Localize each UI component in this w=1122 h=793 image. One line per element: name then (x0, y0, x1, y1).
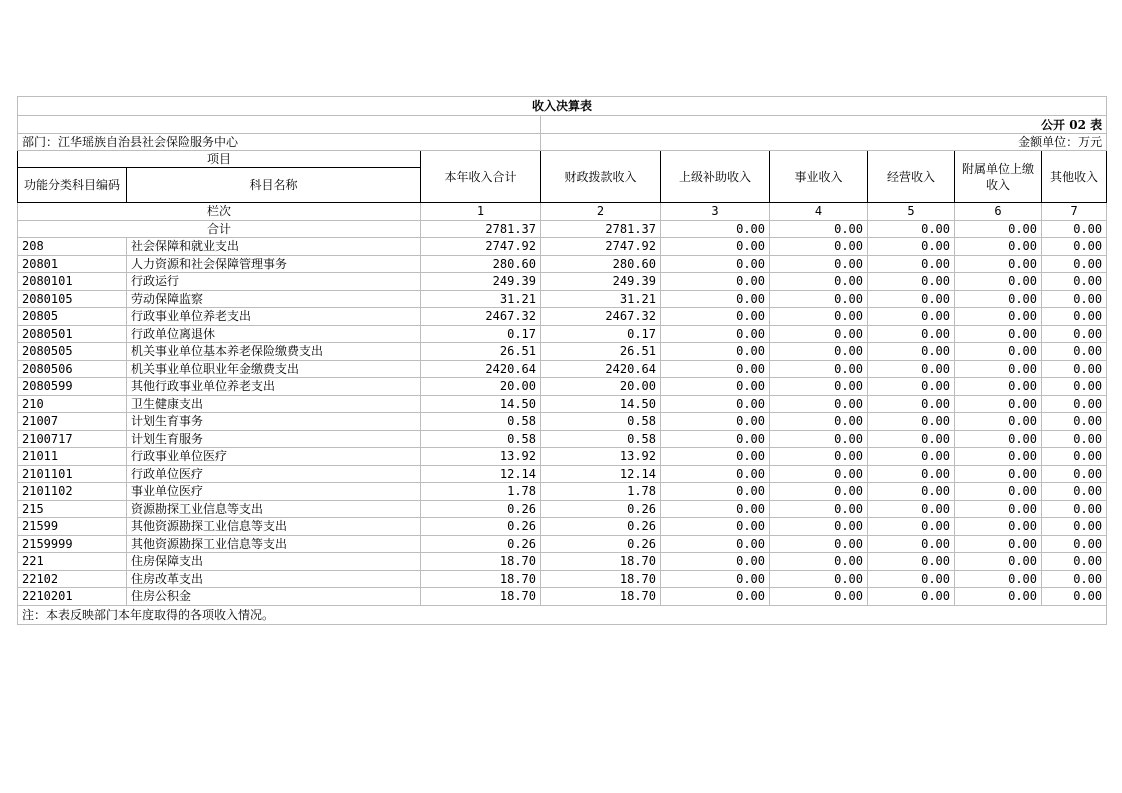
value-cell: 0.58 (421, 430, 541, 448)
value-cell: 0.00 (955, 325, 1042, 343)
table-row (18, 430, 1107, 448)
page-title: 收入决算表 (18, 97, 1107, 116)
value-cell: 18.70 (541, 553, 661, 571)
value-cell: 0.00 (868, 343, 955, 361)
value-cell: 0.00 (770, 413, 868, 431)
subject-name: 计划生育服务 (127, 430, 421, 448)
value-cell: 0.00 (770, 360, 868, 378)
value-cell: 0.00 (661, 238, 770, 256)
table-row (18, 518, 1107, 536)
subject-code: 208 (18, 238, 127, 256)
value-cell: 0.00 (1042, 430, 1107, 448)
value-cell: 0.00 (955, 518, 1042, 536)
subject-name: 住房公积金 (127, 588, 421, 606)
value-cell: 0.00 (661, 500, 770, 518)
value-cell: 0.00 (661, 395, 770, 413)
value-cell: 0.00 (661, 378, 770, 396)
subject-name: 行政运行 (127, 273, 421, 291)
subject-name: 卫生健康支出 (127, 395, 421, 413)
value-cell: 14.50 (421, 395, 541, 413)
value-cell: 0.00 (868, 378, 955, 396)
value-cell: 31.21 (421, 290, 541, 308)
index-cell: 5 (868, 203, 955, 221)
subject-code: 2080599 (18, 378, 127, 396)
value-cell: 0.00 (1042, 535, 1107, 553)
value-cell: 18.70 (541, 588, 661, 606)
subject-code: 20805 (18, 308, 127, 326)
value-cell: 14.50 (541, 395, 661, 413)
subject-name: 其他资源勘探工业信息等支出 (127, 518, 421, 536)
value-cell: 0.00 (661, 465, 770, 483)
value-cell: 0.00 (770, 588, 868, 606)
subject-code: 22102 (18, 570, 127, 588)
total-label: 合计 (18, 220, 421, 238)
index-label: 栏次 (18, 203, 421, 221)
table-row (18, 255, 1107, 273)
value-cell: 0.58 (421, 413, 541, 431)
table-header (18, 151, 1107, 203)
subject-code: 21599 (18, 518, 127, 536)
income-statement-sheet (17, 96, 1106, 625)
value-cell: 18.70 (421, 553, 541, 571)
value-cell: 0.00 (955, 483, 1042, 501)
value-cell: 0.00 (661, 308, 770, 326)
value-cell: 0.00 (770, 483, 868, 501)
value-cell: 2747.92 (421, 238, 541, 256)
value-cell: 0.00 (770, 448, 868, 466)
subject-name: 资源勘探工业信息等支出 (127, 500, 421, 518)
value-cell: 0.00 (955, 378, 1042, 396)
subject-code: 2100717 (18, 430, 127, 448)
value-cell: 0.00 (661, 483, 770, 501)
table-row (18, 395, 1107, 413)
department-label: 部门：江华瑶族自治县社会保险服务中心 (18, 134, 541, 151)
value-cell: 0.26 (541, 518, 661, 536)
subject-code: 2159999 (18, 535, 127, 553)
value-cell: 12.14 (541, 465, 661, 483)
value-cell: 0.00 (1042, 273, 1107, 291)
value-cell: 26.51 (421, 343, 541, 361)
header-fiscal-appropriation: 财政拨款收入 (541, 151, 661, 203)
value-cell: 0.00 (770, 378, 868, 396)
value-cell: 0.26 (421, 535, 541, 553)
value-cell: 0.58 (541, 413, 661, 431)
value-cell: 0.00 (868, 483, 955, 501)
value-cell: 18.70 (421, 570, 541, 588)
value-cell: 2420.64 (421, 360, 541, 378)
value-cell: 20.00 (541, 378, 661, 396)
header-superior-subsidy: 上级补助收入 (661, 151, 770, 203)
table-row (18, 535, 1107, 553)
value-cell: 2781.37 (541, 220, 661, 238)
subject-code: 215 (18, 500, 127, 518)
subject-name: 人力资源和社会保障管理事务 (127, 255, 421, 273)
unit-label: 金额单位：万元 (541, 134, 1107, 151)
subject-code: 2101102 (18, 483, 127, 501)
value-cell: 0.00 (955, 343, 1042, 361)
subject-code: 21007 (18, 413, 127, 431)
value-cell: 1.78 (421, 483, 541, 501)
value-cell: 0.00 (955, 430, 1042, 448)
value-cell: 0.00 (868, 238, 955, 256)
value-cell: 0.00 (661, 273, 770, 291)
subject-code: 2080101 (18, 273, 127, 291)
value-cell: 0.17 (421, 325, 541, 343)
value-cell: 0.00 (1042, 588, 1107, 606)
table-row (18, 343, 1107, 361)
header-affiliated-income: 附属单位上缴收入 (955, 151, 1042, 203)
value-cell: 13.92 (421, 448, 541, 466)
table-row (18, 413, 1107, 431)
value-cell: 0.00 (661, 290, 770, 308)
value-cell: 0.00 (955, 273, 1042, 291)
value-cell: 0.00 (770, 343, 868, 361)
table-number: 公开 02 表 (541, 116, 1107, 134)
subject-code: 20801 (18, 255, 127, 273)
header-total-income: 本年收入合计 (421, 151, 541, 203)
subject-code: 2080505 (18, 343, 127, 361)
value-cell: 0.26 (541, 500, 661, 518)
subject-name: 住房改革支出 (127, 570, 421, 588)
subject-name: 其他行政事业单位养老支出 (127, 378, 421, 396)
value-cell: 0.00 (955, 255, 1042, 273)
value-cell: 0.00 (955, 220, 1042, 238)
subject-name: 行政单位医疗 (127, 465, 421, 483)
value-cell: 0.00 (1042, 448, 1107, 466)
value-cell: 0.00 (770, 500, 868, 518)
value-cell: 0.00 (868, 220, 955, 238)
header-name: 科目名称 (127, 168, 421, 203)
value-cell: 0.00 (1042, 325, 1107, 343)
value-cell: 0.00 (955, 308, 1042, 326)
value-cell: 0.00 (868, 413, 955, 431)
footnote: 注：本表反映部门本年度取得的各项收入情况。 (18, 605, 1107, 624)
table-row (18, 378, 1107, 396)
value-cell: 0.00 (770, 553, 868, 571)
value-cell: 2781.37 (421, 220, 541, 238)
value-cell: 18.70 (541, 570, 661, 588)
value-cell: 0.00 (770, 273, 868, 291)
header-operating-income: 经营收入 (868, 151, 955, 203)
blank-cell (18, 116, 541, 134)
subject-name: 行政事业单位医疗 (127, 448, 421, 466)
value-cell: 2420.64 (541, 360, 661, 378)
value-cell: 0.00 (868, 518, 955, 536)
header-code: 功能分类科目编码 (18, 168, 127, 203)
table-row (18, 500, 1107, 518)
index-cell: 6 (955, 203, 1042, 221)
value-cell: 0.00 (955, 290, 1042, 308)
subject-name: 行政事业单位养老支出 (127, 308, 421, 326)
value-cell: 0.00 (661, 360, 770, 378)
value-cell: 31.21 (541, 290, 661, 308)
value-cell: 0.00 (661, 430, 770, 448)
value-cell: 0.00 (868, 308, 955, 326)
value-cell: 0.00 (1042, 238, 1107, 256)
value-cell: 0.00 (770, 535, 868, 553)
value-cell: 0.00 (1042, 395, 1107, 413)
income-table (17, 96, 1107, 625)
subject-name: 机关事业单位职业年金缴费支出 (127, 360, 421, 378)
value-cell: 0.00 (661, 343, 770, 361)
value-cell: 280.60 (421, 255, 541, 273)
subject-code: 2101101 (18, 465, 127, 483)
subject-code: 2080105 (18, 290, 127, 308)
header-business-income: 事业收入 (770, 151, 868, 203)
value-cell: 0.00 (1042, 255, 1107, 273)
subject-name: 事业单位医疗 (127, 483, 421, 501)
value-cell: 0.00 (868, 588, 955, 606)
subject-name: 其他资源勘探工业信息等支出 (127, 535, 421, 553)
value-cell: 0.00 (1042, 465, 1107, 483)
value-cell: 0.00 (770, 395, 868, 413)
subject-name: 住房保障支出 (127, 553, 421, 571)
value-cell: 0.00 (661, 413, 770, 431)
value-cell: 0.00 (1042, 553, 1107, 571)
value-cell: 0.00 (661, 588, 770, 606)
value-cell: 0.00 (770, 238, 868, 256)
value-cell: 2467.32 (541, 308, 661, 326)
table-row (18, 465, 1107, 483)
value-cell: 0.00 (661, 255, 770, 273)
table-row (18, 290, 1107, 308)
table-row (18, 448, 1107, 466)
value-cell: 20.00 (421, 378, 541, 396)
header-project: 项目 (18, 151, 421, 168)
value-cell: 13.92 (541, 448, 661, 466)
table-row (18, 238, 1107, 256)
table-row (18, 553, 1107, 571)
header-other-income: 其他收入 (1042, 151, 1107, 203)
value-cell: 249.39 (541, 273, 661, 291)
value-cell: 0.00 (770, 570, 868, 588)
value-cell: 0.00 (955, 465, 1042, 483)
value-cell: 0.00 (955, 360, 1042, 378)
value-cell: 0.00 (661, 448, 770, 466)
value-cell: 26.51 (541, 343, 661, 361)
value-cell: 0.58 (541, 430, 661, 448)
table-row (18, 360, 1107, 378)
table-row (18, 325, 1107, 343)
value-cell: 0.00 (661, 518, 770, 536)
value-cell: 0.00 (661, 570, 770, 588)
value-cell: 0.00 (868, 465, 955, 483)
value-cell: 0.00 (1042, 413, 1107, 431)
value-cell: 0.00 (868, 255, 955, 273)
value-cell: 0.00 (1042, 343, 1107, 361)
value-cell: 0.00 (770, 220, 868, 238)
table-body (18, 203, 1107, 606)
value-cell: 18.70 (421, 588, 541, 606)
value-cell: 0.00 (661, 553, 770, 571)
subject-name: 劳动保障监察 (127, 290, 421, 308)
value-cell: 0.00 (1042, 360, 1107, 378)
value-cell: 0.00 (868, 395, 955, 413)
value-cell: 0.00 (1042, 570, 1107, 588)
subject-name: 行政单位离退休 (127, 325, 421, 343)
value-cell: 0.00 (868, 570, 955, 588)
value-cell: 0.00 (868, 448, 955, 466)
value-cell: 249.39 (421, 273, 541, 291)
index-cell: 2 (541, 203, 661, 221)
value-cell: 0.26 (541, 535, 661, 553)
value-cell: 0.00 (1042, 290, 1107, 308)
value-cell: 12.14 (421, 465, 541, 483)
value-cell: 0.00 (661, 535, 770, 553)
index-cell: 4 (770, 203, 868, 221)
value-cell: 0.00 (868, 535, 955, 553)
value-cell: 0.00 (868, 290, 955, 308)
value-cell: 0.00 (955, 553, 1042, 571)
value-cell: 0.00 (1042, 518, 1107, 536)
value-cell: 2467.32 (421, 308, 541, 326)
value-cell: 0.00 (770, 308, 868, 326)
value-cell: 0.00 (868, 500, 955, 518)
value-cell: 0.00 (770, 518, 868, 536)
value-cell: 0.00 (955, 588, 1042, 606)
value-cell: 0.00 (1042, 308, 1107, 326)
value-cell: 0.00 (868, 360, 955, 378)
value-cell: 0.00 (955, 535, 1042, 553)
subject-name: 机关事业单位基本养老保险缴费支出 (127, 343, 421, 361)
value-cell: 0.00 (770, 325, 868, 343)
table-row (18, 308, 1107, 326)
index-cell: 1 (421, 203, 541, 221)
value-cell: 0.00 (868, 430, 955, 448)
value-cell: 0.00 (770, 465, 868, 483)
value-cell: 0.00 (1042, 378, 1107, 396)
subject-name: 社会保障和就业支出 (127, 238, 421, 256)
subject-code: 21011 (18, 448, 127, 466)
value-cell: 0.26 (421, 500, 541, 518)
index-cell: 7 (1042, 203, 1107, 221)
value-cell: 280.60 (541, 255, 661, 273)
value-cell: 0.00 (868, 273, 955, 291)
value-cell: 0.17 (541, 325, 661, 343)
subject-code: 210 (18, 395, 127, 413)
table-row (18, 273, 1107, 291)
subject-code: 2080501 (18, 325, 127, 343)
value-cell: 0.00 (1042, 483, 1107, 501)
value-cell: 0.00 (661, 325, 770, 343)
value-cell: 0.26 (421, 518, 541, 536)
subject-name: 计划生育事务 (127, 413, 421, 431)
value-cell: 0.00 (1042, 500, 1107, 518)
value-cell: 0.00 (955, 395, 1042, 413)
index-row (18, 203, 1107, 221)
value-cell: 0.00 (955, 500, 1042, 518)
table-row (18, 483, 1107, 501)
value-cell: 0.00 (770, 290, 868, 308)
subject-code: 221 (18, 553, 127, 571)
value-cell: 2747.92 (541, 238, 661, 256)
table-row (18, 588, 1107, 606)
value-cell: 0.00 (955, 570, 1042, 588)
value-cell: 0.00 (770, 255, 868, 273)
subject-code: 2080506 (18, 360, 127, 378)
value-cell: 0.00 (661, 220, 770, 238)
value-cell: 0.00 (955, 448, 1042, 466)
value-cell: 0.00 (955, 413, 1042, 431)
value-cell: 0.00 (868, 553, 955, 571)
value-cell: 0.00 (868, 325, 955, 343)
index-cell: 3 (661, 203, 770, 221)
subject-code: 2210201 (18, 588, 127, 606)
value-cell: 0.00 (955, 238, 1042, 256)
table-row (18, 570, 1107, 588)
value-cell: 0.00 (770, 430, 868, 448)
total-row (18, 220, 1107, 238)
value-cell: 0.00 (1042, 220, 1107, 238)
value-cell: 1.78 (541, 483, 661, 501)
